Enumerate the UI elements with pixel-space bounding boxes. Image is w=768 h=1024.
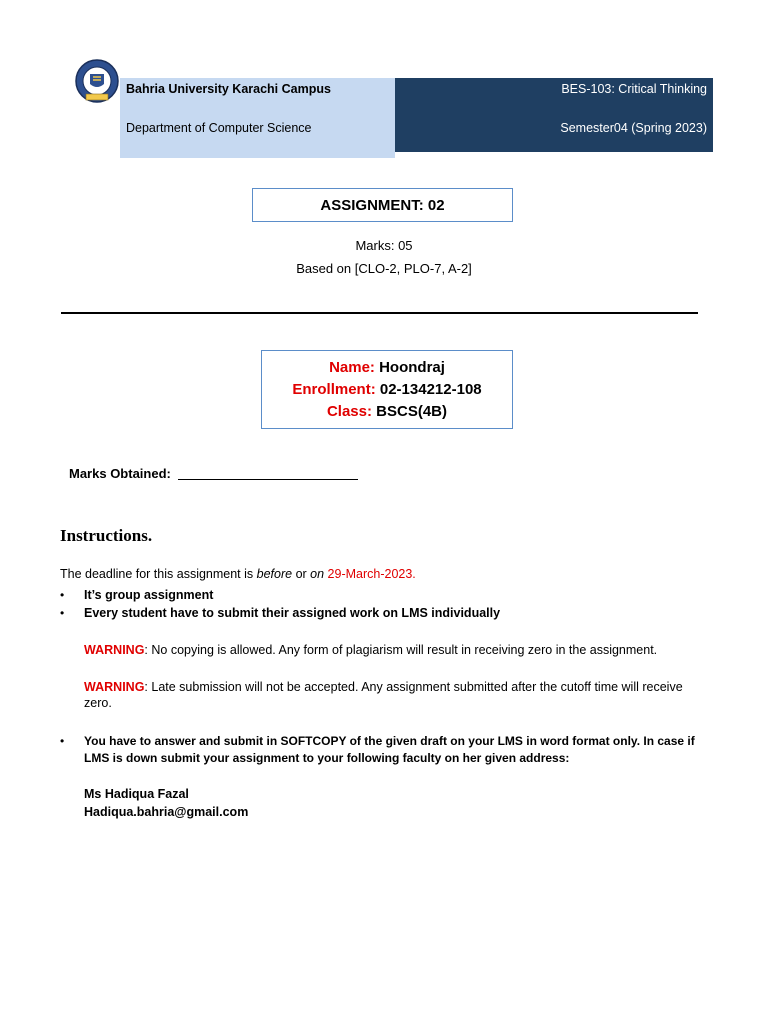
name-label: Name: — [329, 359, 375, 376]
faculty-email: Hadiqua.bahria@gmail.com — [84, 805, 249, 819]
student-name: Hoondraj — [379, 359, 445, 376]
deadline-line — [60, 567, 416, 581]
student-info-box — [261, 350, 513, 429]
warning-late-text: : Late submission will not be accepted. Any assignment submitted after the cutoff time will receive — [144, 680, 683, 694]
university-name: Bahria University Karachi Campus — [126, 82, 331, 96]
warning-label: WARNING — [84, 680, 145, 694]
assignment-title: ASSIGNMENT: 02 — [320, 196, 445, 214]
warning-plagiarism — [84, 643, 657, 657]
bullet-softcopy-line2: LMS is down submit your assignment to your following faculty on her given address: — [84, 751, 570, 765]
warning-late — [84, 680, 683, 694]
marks-label: Marks: 05 — [355, 238, 413, 253]
assignment-title-box — [252, 188, 513, 222]
warning-label: WARNING — [84, 643, 145, 657]
warning-late-continued: zero. — [84, 696, 112, 710]
marks-obtained-label: Marks Obtained: — [69, 466, 171, 481]
course-title: BES-103: Critical Thinking — [561, 82, 707, 96]
header-right-panel — [395, 78, 713, 152]
department-name: Department of Computer Science — [126, 121, 312, 135]
warning-plagiarism-text: : No copying is allowed. Any form of plagiarism will result in receiving zero in the assignment. — [144, 643, 658, 657]
class-row — [262, 401, 512, 423]
header-left-panel — [120, 78, 395, 158]
class-label: Class: — [326, 403, 372, 420]
bullet-dot: • — [60, 734, 65, 748]
deadline-date: 29-March-2023. — [324, 567, 416, 581]
enrollment-label: Enrollment: — [292, 381, 376, 398]
marks-obtained-blank — [178, 467, 358, 480]
bullet-dot: • — [60, 588, 65, 602]
instructions-heading: Instructions. — [60, 526, 153, 545]
enrollment-row — [262, 379, 512, 401]
semester-label: Semester04 (Spring 2023) — [560, 121, 707, 135]
deadline-or: or — [292, 567, 311, 581]
name-row — [262, 357, 512, 379]
based-on-label: Based on [CLO-2, PLO-7, A-2] — [296, 261, 472, 276]
deadline-before: before — [256, 567, 293, 581]
bullet-dot: • — [60, 606, 65, 620]
deadline-on: on — [310, 567, 325, 581]
bullet-group-assignment: It’s group assignment — [84, 588, 214, 602]
deadline-prefix: The deadline for this assignment is — [60, 567, 257, 581]
faculty-name: Ms Hadiqua Fazal — [84, 787, 189, 801]
marks-obtained-row — [69, 466, 358, 481]
class-value: BSCS(4B) — [376, 403, 448, 420]
enrollment-number: 02-134212-108 — [379, 381, 482, 398]
university-logo-icon — [74, 58, 120, 104]
bullet-softcopy-line1: You have to answer and submit in SOFTCOPY of the given draft on your LMS in word format only. In case if — [84, 734, 695, 748]
horizontal-divider — [61, 312, 698, 314]
bullet-submit-lms: Every student have to submit their assigned work on LMS individually — [84, 606, 501, 620]
